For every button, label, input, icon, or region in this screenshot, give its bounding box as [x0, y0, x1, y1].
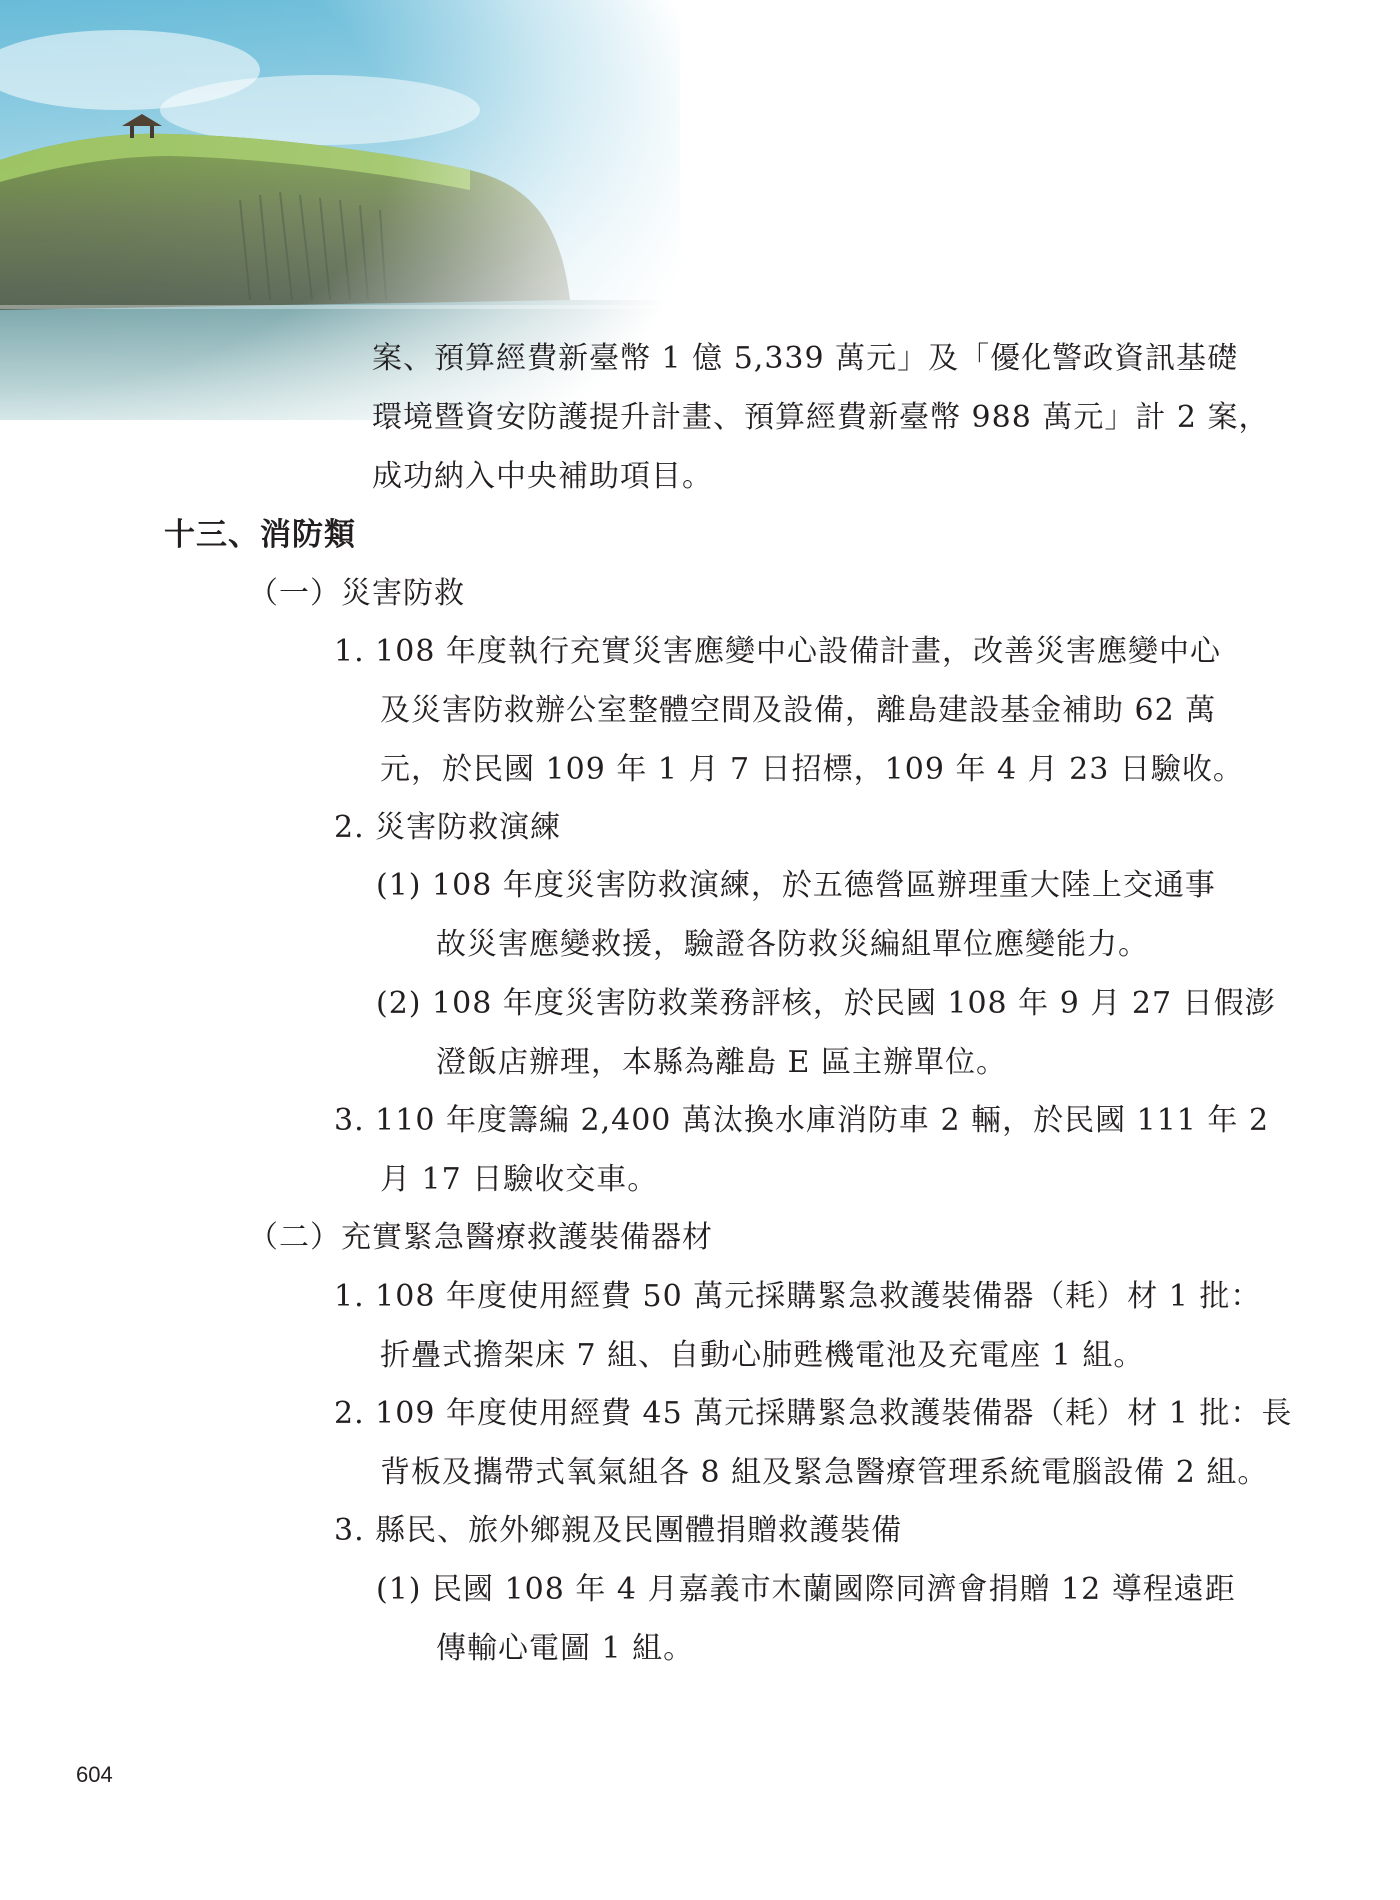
text-line: 傳輸心電圖 1 組。 [436, 1631, 695, 1666]
text-line: 及災害防救辦公室整體空間及設備，離島建設基金補助 62 萬 [380, 693, 1217, 728]
subsection-heading: （一）災害防救 [248, 576, 465, 611]
text-line: (1) 民國 108 年 4 月嘉義市木蘭國際同濟會捐贈 12 導程遠距 [376, 1572, 1236, 1607]
text-line: 月 17 日驗收交車。 [380, 1162, 659, 1197]
text-line: 故災害應變救援，驗證各防救災編組單位應變能力。 [436, 927, 1149, 962]
text-line: 澄飯店辦理，本縣為離島 E 區主辦單位。 [436, 1045, 1007, 1080]
text-line: 背板及攜帶式氧氣組各 8 組及緊急醫療管理系統電腦設備 2 組。 [380, 1455, 1269, 1490]
text-line: 2. 109 年度使用經費 45 萬元採購緊急救護裝備器（耗）材 1 批：長 [334, 1396, 1293, 1431]
section-heading: 十三、消防類 [164, 517, 356, 553]
text-line: 3. 110 年度籌編 2,400 萬汰換水庫消防車 2 輛，於民國 111 年 2 [334, 1103, 1270, 1138]
text-line: 元，於民國 109 年 1 月 7 日招標，109 年 4 月 23 日驗收。 [380, 752, 1244, 787]
page-number: 604 [76, 1762, 113, 1787]
text-line: (1) 108 年度災害防救演練，於五德營區辦理重大陸上交通事 [376, 868, 1216, 903]
text-line: 環境暨資安防護提升計畫、預算經費新臺幣 988 萬元」計 2 案， [372, 400, 1270, 435]
list-item: 3. 縣民、旅外鄉親及民團體捐贈救護裝備 [334, 1513, 903, 1548]
text-line: 1. 108 年度執行充實災害應變中心設備計畫，改善災害應變中心 [334, 634, 1221, 669]
subsection-heading: （二）充實緊急醫療救護裝備器材 [248, 1220, 713, 1255]
list-item: 2. 災害防救演練 [334, 810, 562, 845]
text-line: 1. 108 年度使用經費 50 萬元採購緊急救護裝備器（耗）材 1 批： [334, 1279, 1262, 1314]
text-line: 案、預算經費新臺幣 1 億 5,339 萬元」及「優化警政資訊基礎 [372, 341, 1239, 376]
text-line: 成功納入中央補助項目。 [372, 459, 713, 494]
text-line: 折疊式擔架床 7 組、自動心肺甦機電池及充電座 1 組。 [380, 1338, 1145, 1373]
text-line: (2) 108 年度災害防救業務評核，於民國 108 年 9 月 27 日假澎 [376, 986, 1276, 1021]
